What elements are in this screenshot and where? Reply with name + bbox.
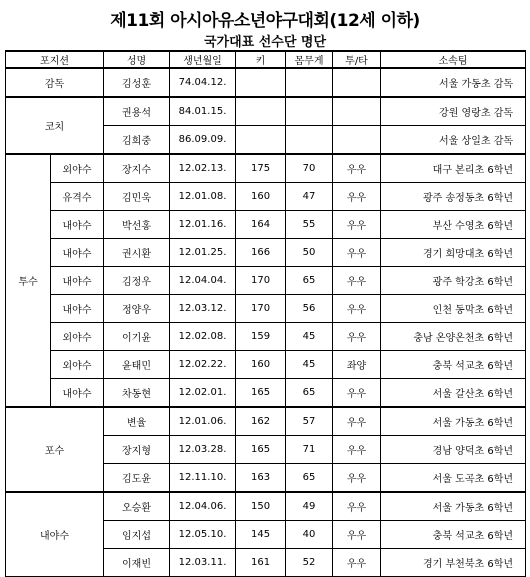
height-cell: 166 (236, 239, 286, 267)
page-title: 제11회 아시아유소년야구대회(12세 이하) (110, 11, 420, 31)
weight-cell: 65 (286, 379, 333, 408)
weight-cell: 65 (286, 267, 333, 295)
throw-bat-cell: 우우 (333, 407, 381, 436)
birth-cell: 12.01.06. (170, 407, 236, 436)
name-cell: 권시환 (104, 239, 170, 267)
table-row (6, 97, 526, 126)
throw-bat-cell: 우우 (333, 549, 381, 577)
height-cell: 150 (236, 492, 286, 521)
name-cell: 오승환 (104, 492, 170, 521)
height-cell: 161 (236, 549, 286, 577)
birth-cell: 12.01.16. (170, 211, 236, 239)
throw-bat-cell (333, 68, 381, 97)
birth-cell: 12.03.11. (170, 549, 236, 577)
header-position: 포지션 (6, 51, 104, 68)
team-cell: 서울 가동초 6학년 (381, 407, 526, 436)
birth-cell: 12.03.28. (170, 436, 236, 464)
table-row (6, 379, 526, 408)
team-cell: 서울 가동초 감독 (381, 68, 526, 97)
position-cell: 코치 (6, 97, 104, 154)
birth-cell: 12.05.10. (170, 521, 236, 549)
sub-position-cell: 유격수 (51, 183, 104, 211)
height-cell: 145 (236, 521, 286, 549)
throw-bat-cell: 우우 (333, 464, 381, 493)
throw-bat-cell (333, 126, 381, 155)
table-row (6, 211, 526, 239)
weight-cell: 45 (286, 323, 333, 351)
throw-bat-cell: 우우 (333, 239, 381, 267)
throw-bat-cell: 우우 (333, 295, 381, 323)
sub-position-cell: 내야수 (51, 295, 104, 323)
throw-bat-cell: 우우 (333, 492, 381, 521)
weight-cell (286, 68, 333, 97)
throw-bat-cell: 우우 (333, 521, 381, 549)
name-cell: 권용석 (104, 97, 170, 126)
sub-position-cell: 외야수 (51, 351, 104, 379)
weight-cell: 57 (286, 407, 333, 436)
position-cell: 감독 (6, 68, 104, 97)
birth-cell: 12.02.08. (170, 323, 236, 351)
table-header-row (6, 51, 526, 68)
birth-cell: 12.04.04. (170, 267, 236, 295)
table-row (6, 295, 526, 323)
table-row (6, 351, 526, 379)
table-row (6, 267, 526, 295)
team-cell: 강원 영랑초 감독 (381, 97, 526, 126)
sub-position-cell: 내야수 (51, 267, 104, 295)
table-row (6, 68, 526, 97)
name-cell: 임지섭 (104, 521, 170, 549)
birth-cell: 12.02.13. (170, 154, 236, 183)
name-cell: 김도윤 (104, 464, 170, 493)
team-cell: 충북 석교초 6학년 (381, 521, 526, 549)
height-cell: 175 (236, 154, 286, 183)
weight-cell: 40 (286, 521, 333, 549)
position-cell: 투수 (6, 154, 51, 407)
name-cell: 이재빈 (104, 549, 170, 577)
header-birth: 생년월일 (170, 51, 236, 68)
birth-cell: 12.01.25. (170, 239, 236, 267)
header-weight: 몸무게 (286, 51, 333, 68)
weight-cell: 49 (286, 492, 333, 521)
sub-position-cell: 내야수 (51, 379, 104, 408)
weight-cell: 70 (286, 154, 333, 183)
sub-position-cell: 외야수 (51, 154, 104, 183)
name-cell: 윤태민 (104, 351, 170, 379)
height-cell (236, 97, 286, 126)
team-cell: 광주 송정동초 6학년 (381, 183, 526, 211)
name-cell: 김성훈 (104, 68, 170, 97)
height-cell (236, 126, 286, 155)
sub-position-cell: 내야수 (51, 211, 104, 239)
name-cell: 변율 (104, 407, 170, 436)
table-row (6, 407, 526, 436)
position-cell: 포수 (6, 407, 104, 492)
sub-position-cell: 내야수 (51, 239, 104, 267)
height-cell: 160 (236, 183, 286, 211)
team-cell: 서울 가동초 6학년 (381, 492, 526, 521)
birth-cell: 12.01.08. (170, 183, 236, 211)
throw-bat-cell: 우우 (333, 436, 381, 464)
weight-cell: 65 (286, 464, 333, 493)
header-team: 소속팀 (381, 51, 526, 68)
birth-cell: 12.02.22. (170, 351, 236, 379)
height-cell: 162 (236, 407, 286, 436)
throw-bat-cell: 우우 (333, 183, 381, 211)
name-cell: 차동현 (104, 379, 170, 408)
birth-cell: 74.04.12. (170, 68, 236, 97)
throw-bat-cell: 좌양 (333, 351, 381, 379)
page-subtitle: 국가대표 선수단 명단 (203, 35, 327, 50)
height-cell: 164 (236, 211, 286, 239)
name-cell: 장지형 (104, 436, 170, 464)
header-height: 키 (236, 51, 286, 68)
birth-cell: 12.03.12. (170, 295, 236, 323)
roster-table (5, 50, 526, 577)
weight-cell (286, 126, 333, 155)
throw-bat-cell: 우우 (333, 154, 381, 183)
weight-cell: 45 (286, 351, 333, 379)
weight-cell: 56 (286, 295, 333, 323)
team-cell: 경기 희망대초 6학년 (381, 239, 526, 267)
weight-cell (286, 97, 333, 126)
throw-bat-cell: 우우 (333, 323, 381, 351)
team-cell: 충남 온양온천초 6학년 (381, 323, 526, 351)
table-row (6, 154, 526, 183)
height-cell: 165 (236, 379, 286, 408)
birth-cell: 86.09.09. (170, 126, 236, 155)
name-cell: 장지수 (104, 154, 170, 183)
name-cell: 김민욱 (104, 183, 170, 211)
height-cell: 170 (236, 267, 286, 295)
team-cell: 경기 부천북초 6학년 (381, 549, 526, 577)
team-cell: 서울 상일초 감독 (381, 126, 526, 155)
team-cell: 인천 동막초 6학년 (381, 295, 526, 323)
height-cell: 170 (236, 295, 286, 323)
name-cell: 김정우 (104, 267, 170, 295)
weight-cell: 52 (286, 549, 333, 577)
team-cell: 대구 본리초 6학년 (381, 154, 526, 183)
birth-cell: 12.04.06. (170, 492, 236, 521)
table-row (6, 239, 526, 267)
team-cell: 광주 학강초 6학년 (381, 267, 526, 295)
header-throw-bat: 투/타 (333, 51, 381, 68)
team-cell: 서울 갈산초 6학년 (381, 379, 526, 408)
birth-cell: 12.02.01. (170, 379, 236, 408)
team-cell: 서울 도곡초 6학년 (381, 464, 526, 493)
table-row (6, 492, 526, 521)
name-cell: 정양우 (104, 295, 170, 323)
throw-bat-cell: 우우 (333, 211, 381, 239)
birth-cell: 84.01.15. (170, 97, 236, 126)
header-name: 성명 (104, 51, 170, 68)
birth-cell: 12.11.10. (170, 464, 236, 493)
table-row (6, 183, 526, 211)
height-cell: 159 (236, 323, 286, 351)
team-cell: 충북 석교초 6학년 (381, 351, 526, 379)
name-cell: 김희중 (104, 126, 170, 155)
height-cell (236, 68, 286, 97)
throw-bat-cell: 우우 (333, 379, 381, 408)
team-cell: 부산 수영초 6학년 (381, 211, 526, 239)
throw-bat-cell (333, 97, 381, 126)
weight-cell: 55 (286, 211, 333, 239)
team-cell: 경남 양덕초 6학년 (381, 436, 526, 464)
height-cell: 165 (236, 436, 286, 464)
table-row (6, 323, 526, 351)
weight-cell: 47 (286, 183, 333, 211)
name-cell: 박선홍 (104, 211, 170, 239)
height-cell: 163 (236, 464, 286, 493)
sub-position-cell: 외야수 (51, 323, 104, 351)
weight-cell: 50 (286, 239, 333, 267)
height-cell: 160 (236, 351, 286, 379)
position-cell: 내야수 (6, 492, 104, 577)
name-cell: 이기윤 (104, 323, 170, 351)
weight-cell: 71 (286, 436, 333, 464)
throw-bat-cell: 우우 (333, 267, 381, 295)
